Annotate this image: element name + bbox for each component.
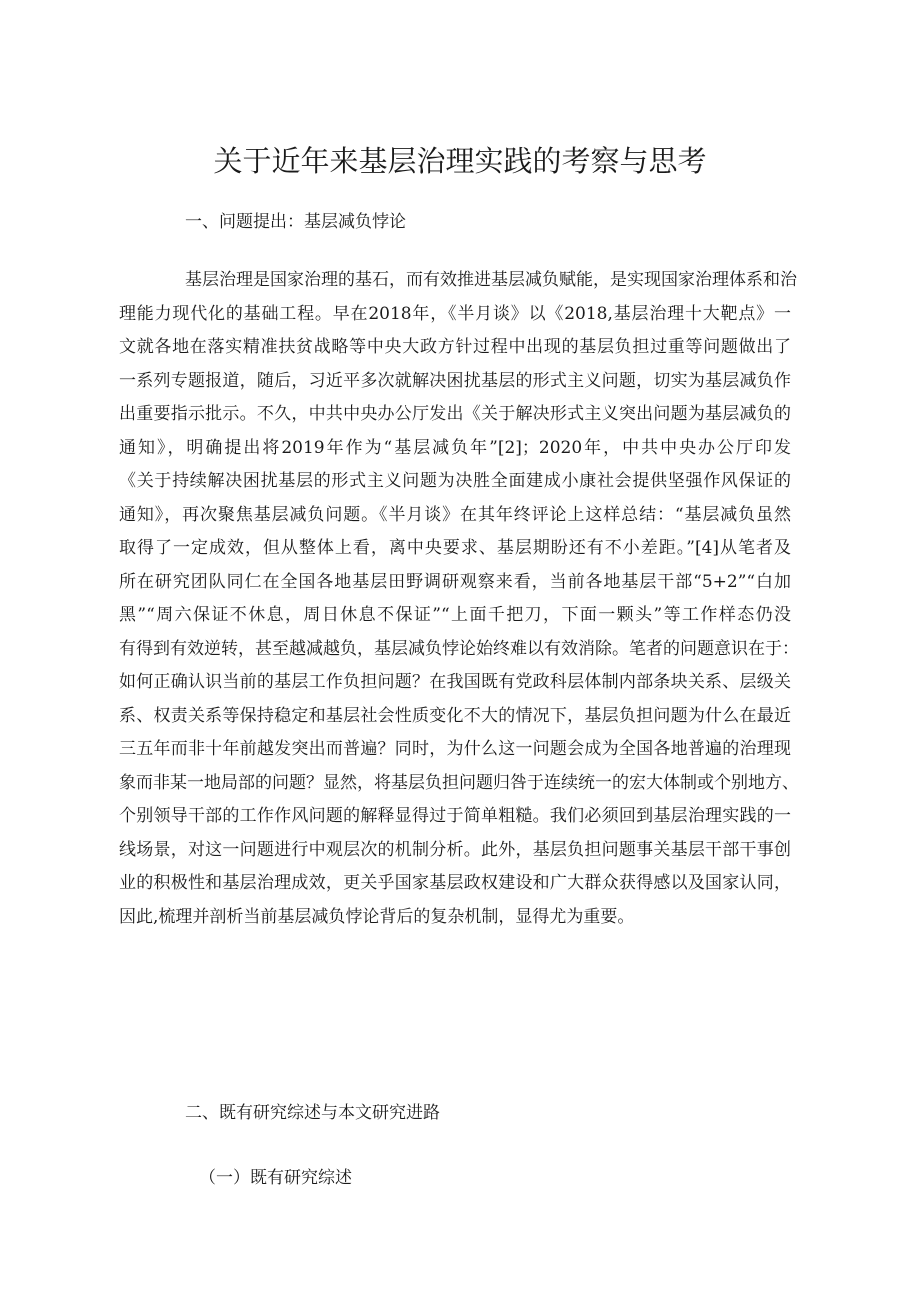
paragraph-line: 理能力现代化的基础工程。早在2018年，《半月谈》以《2018,基层治理十大靶点》一 [119, 303, 791, 324]
paragraph-line: 个别领导干部的工作作风问题的解释显得过于简单粗糙。我们必须回到基层治理实践的一 [119, 806, 791, 826]
paragraph-line: 《关于持续解决困扰基层的形式主义问题为决胜全面建成小康社会提供坚强作风保证的 [119, 471, 791, 491]
paragraph-line: 取得了一定成效，但从整体上看，离中央要求、基层期盼还有不小差距。”[4]从笔者及 [119, 538, 791, 558]
subsection-heading: （一）既有研究综述 [199, 1168, 352, 1188]
paragraph-1 [119, 264, 799, 934]
document-title: 关于近年来基层治理实践的考察与思考 [213, 144, 707, 178]
paragraph-line: 通知》，明确提出将2019年作为“基层减负年”[2]；2020年，中共中央办公厅印发 [119, 437, 791, 458]
paragraph-line: 业的积极性和基层治理成效，更关乎国家基层政权建设和广大群众获得感以及国家认同， [119, 873, 791, 893]
section-heading-1: 一、问题提出：基层减负悖论 [185, 212, 406, 232]
paragraph-line: 通知》，再次聚焦基层减负问题。《半月谈》在其年终评论上这样总结：“基层减负虽然 [119, 504, 791, 525]
section-heading-2: 二、既有研究综述与本文研究进路 [185, 1103, 440, 1123]
paragraph-line: 系、权责关系等保持稳定和基层社会性质变化不大的情况下，基层负担问题为什么在最近 [119, 705, 791, 726]
paragraph-line: 象而非某一地局部的问题？显然，将基层负担问题归咎于连续统一的宏大体制或个别地方、 [119, 772, 799, 793]
paragraph-line: 所在研究团队同仁在全国各地基层田野调研观察来看，当前各地基层干部“5+2”“白加 [119, 571, 791, 592]
paragraph-line: 三五年而非十年前越发突出而普遍？同时，为什么这一问题会成为全国各地普遍的治理现 [119, 739, 791, 759]
paragraph-line: 黑”“周六保证不休息，周日休息不保证”“上面千把刀，下面一颗头”等工作样态仍没 [119, 605, 791, 625]
paragraph-line: 因此,梳理并剖析当前基层减负悖论背后的复杂机制，显得尤为重要。 [119, 906, 635, 927]
paragraph-line: 文就各地在落实精准扶贫战略等中央大政方针过程中出现的基层负担过重等问题做出了 [119, 337, 791, 357]
paragraph-line: 线场景，对这一问题进行中观层次的机制分析。此外，基层负担问题事关基层干部干事创 [119, 839, 791, 860]
paragraph-line: 一系列专题报道，随后，习近平多次就解决困扰基层的形式主义问题，切实为基层减负作 [119, 370, 791, 391]
paragraph-line: 基层治理是国家治理的基石，而有效推进基层减负赋能，是实现国家治理体系和治 [185, 270, 797, 290]
paragraph-line: 如何正确认识当前的基层工作负担问题？在我国既有党政科层体制内部条块关系、层级关 [119, 672, 791, 692]
paragraph-line: 有得到有效逆转，甚至越减越负，基层减负悖论始终难以有效消除。笔者的问题意识在于： [119, 638, 799, 659]
paragraph-line: 出重要指示批示。不久，中共中央办公厅发出《关于解决形式主义突出问题为基层减负的 [119, 404, 791, 424]
